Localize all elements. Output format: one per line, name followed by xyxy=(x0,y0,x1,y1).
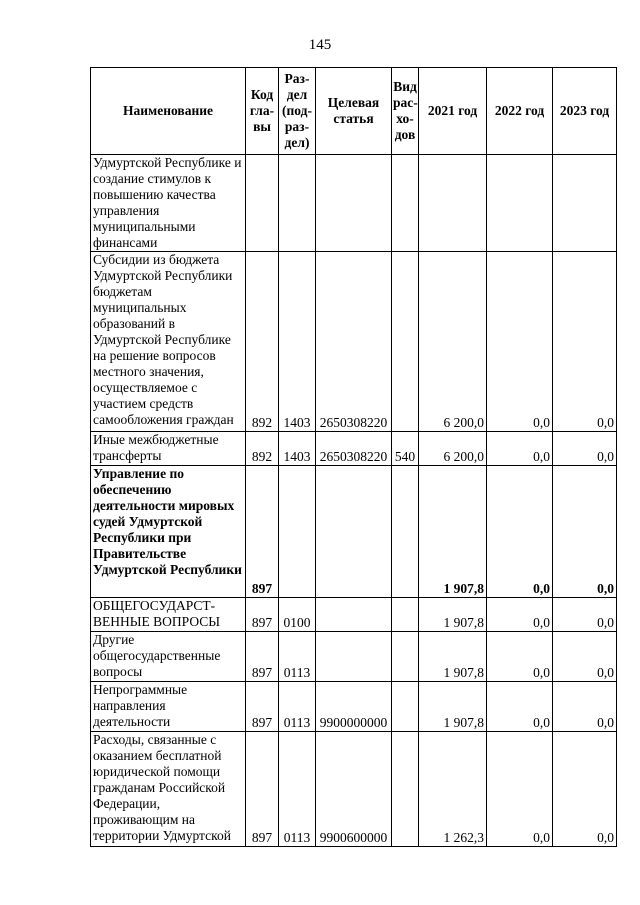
header-target: Целевая статья xyxy=(316,68,392,155)
header-2023: 2023 год xyxy=(553,68,617,155)
row-expense xyxy=(392,632,419,682)
row-2023: 0,0 xyxy=(553,252,617,432)
row-target xyxy=(316,598,392,632)
row-2021: 1 262,3 xyxy=(419,732,487,847)
row-target xyxy=(316,155,392,252)
row-2021: 1 907,8 xyxy=(419,466,487,598)
row-chapter: 892 xyxy=(246,252,279,432)
row-chapter xyxy=(246,155,279,252)
row-chapter: 892 xyxy=(246,432,279,466)
row-2023: 0,0 xyxy=(553,732,617,847)
row-2021: 6 200,0 xyxy=(419,252,487,432)
table-row xyxy=(91,155,617,252)
row-name: Удмуртской Республике и создание стимулов к повышению качества управления муниципальными финансами xyxy=(91,155,246,252)
row-section: 0113 xyxy=(279,632,316,682)
row-2021: 6 200,0 xyxy=(419,432,487,466)
row-2023 xyxy=(553,155,617,252)
row-2022: 0,0 xyxy=(487,732,553,847)
row-2023: 0,0 xyxy=(553,466,617,598)
row-expense xyxy=(392,682,419,732)
row-name: Субсидии из бюджета Удмуртской Республики бюджетам муниципальных образований в Удмуртской Республике на решение вопросов местного значения, осуществляемое с участием средств самообложения граждан xyxy=(91,252,246,432)
row-expense xyxy=(392,732,419,847)
table-row xyxy=(91,682,617,732)
row-section: 1403 xyxy=(279,432,316,466)
header-2022: 2022 год xyxy=(487,68,553,155)
row-2022: 0,0 xyxy=(487,466,553,598)
header-section: Раз-дел (под-раз-дел) xyxy=(279,68,316,155)
row-section: 0100 xyxy=(279,598,316,632)
row-chapter: 897 xyxy=(246,598,279,632)
row-section: 0113 xyxy=(279,682,316,732)
row-2022: 0,0 xyxy=(487,682,553,732)
row-section xyxy=(279,466,316,598)
row-name: Непрограммные направления деятельности xyxy=(91,682,246,732)
header-chapter: Код гла-вы xyxy=(246,68,279,155)
page-number: 145 xyxy=(308,37,332,53)
row-2022: 0,0 xyxy=(487,432,553,466)
row-2023: 0,0 xyxy=(553,632,617,682)
table-row xyxy=(91,632,617,682)
header-name: Наименование xyxy=(91,68,246,155)
row-chapter: 897 xyxy=(246,632,279,682)
table-row xyxy=(91,732,617,847)
row-target xyxy=(316,466,392,598)
row-target: 9900000000 xyxy=(316,682,392,732)
row-2023: 0,0 xyxy=(553,682,617,732)
row-2023: 0,0 xyxy=(553,432,617,466)
row-target: 2650308220 xyxy=(316,252,392,432)
header-row xyxy=(91,68,617,155)
row-name: Иные межбюджетные трансферты xyxy=(91,432,246,466)
row-name: Управление по обеспечению деятельности мировых судей Удмуртской Республики при Правительстве Удмуртской Республики xyxy=(91,466,246,598)
row-2022: 0,0 xyxy=(487,598,553,632)
row-2021 xyxy=(419,155,487,252)
row-expense: 540 xyxy=(392,432,419,466)
row-2021: 1 907,8 xyxy=(419,632,487,682)
row-chapter: 897 xyxy=(246,732,279,847)
row-2023: 0,0 xyxy=(553,598,617,632)
budget-table xyxy=(90,67,617,847)
row-target: 9900600000 xyxy=(316,732,392,847)
table-row xyxy=(91,252,617,432)
row-expense xyxy=(392,598,419,632)
row-2022 xyxy=(487,155,553,252)
row-expense xyxy=(392,252,419,432)
table-row xyxy=(91,598,617,632)
row-target: 2650308220 xyxy=(316,432,392,466)
row-name: Другие общегосударственные вопросы xyxy=(91,632,246,682)
header-2021: 2021 год xyxy=(419,68,487,155)
row-chapter: 897 xyxy=(246,682,279,732)
row-2022: 0,0 xyxy=(487,252,553,432)
row-name: ОБЩЕГОСУДАРСТ-ВЕННЫЕ ВОПРОСЫ xyxy=(91,598,246,632)
row-chapter: 897 xyxy=(246,466,279,598)
row-expense xyxy=(392,466,419,598)
table-row xyxy=(91,466,617,598)
row-section xyxy=(279,155,316,252)
table-row xyxy=(91,432,617,466)
row-section: 1403 xyxy=(279,252,316,432)
row-target xyxy=(316,632,392,682)
row-2021: 1 907,8 xyxy=(419,598,487,632)
row-name: Расходы, связанные с оказанием бесплатной юридической помощи гражданам Российской Федерации, проживающим на территории Удмуртской xyxy=(91,732,246,847)
row-expense xyxy=(392,155,419,252)
row-section: 0113 xyxy=(279,732,316,847)
row-2022: 0,0 xyxy=(487,632,553,682)
header-expense: Вид рас-хо-дов xyxy=(392,68,419,155)
row-2021: 1 907,8 xyxy=(419,682,487,732)
